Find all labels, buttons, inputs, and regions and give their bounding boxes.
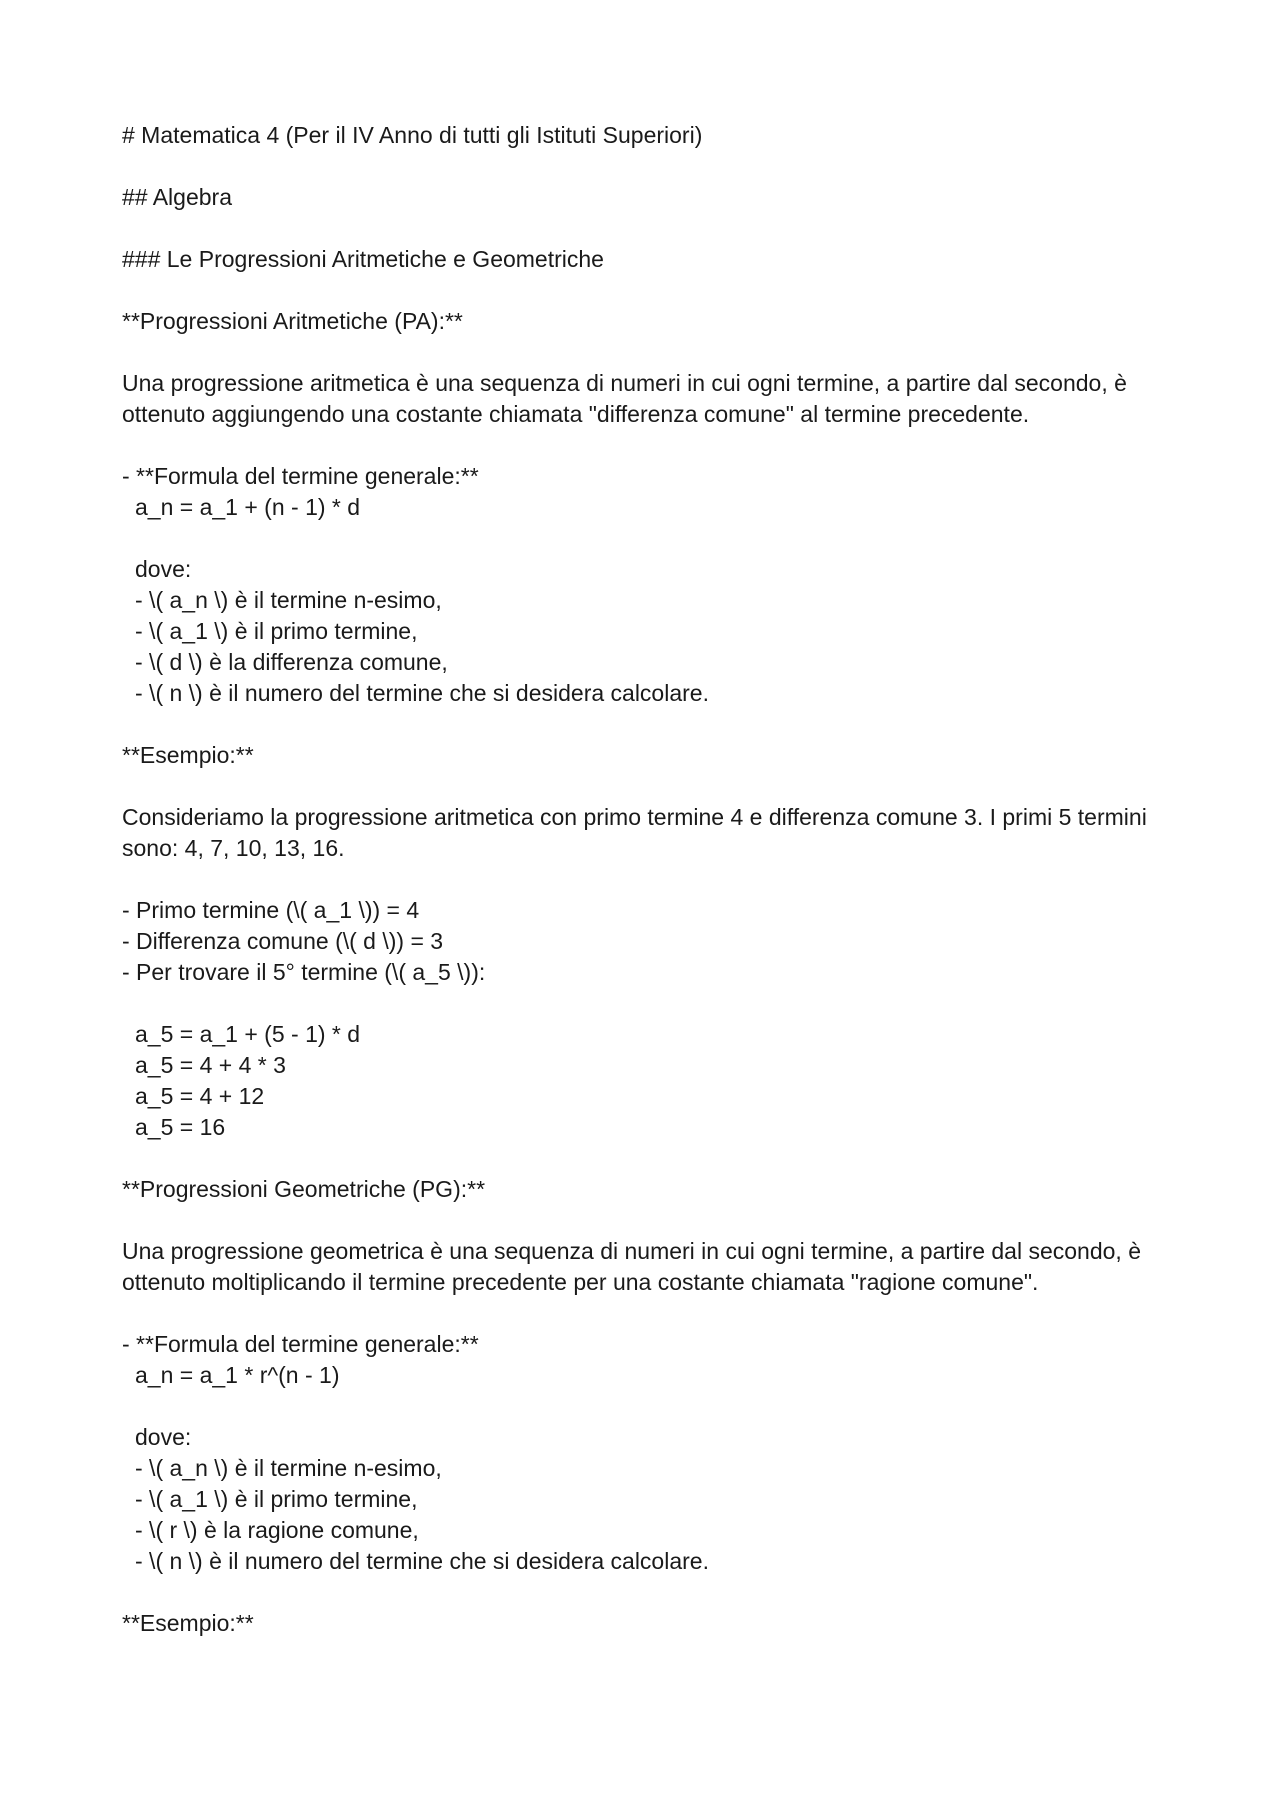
pa-calc-step: a_5 = 4 + 4 * 3 [135,1052,286,1078]
pa-example-paragraph: Consideriamo la progressione aritmetica con primo termine 4 e differenza comune 3. I primi 5 termini sono: 4, 7, 10, 13, 16. [122,804,1147,861]
pa-def-item: - \( a_1 \) è il primo termine, [135,618,418,644]
pa-formula: a_n = a_1 + (n - 1) * d [135,494,361,520]
pg-def-item: - \( r \) è la ragione comune, [135,1517,419,1543]
pa-example-item: - Primo termine (\( a_1 \)) = 4 [122,897,420,923]
pa-intro-paragraph: Una progressione aritmetica è una sequenza di numeri in cui ogni termine, a partire dal secondo, è ottenuto aggiungendo una costante chiamata "differenza comune" al termine precedente. [122,370,1127,427]
pa-heading: **Progressioni Aritmetiche (PA):** [122,308,463,334]
document-title: # Matematica 4 (Per il IV Anno di tutti gli Istituti Superiori) [122,122,703,148]
pa-example-item: - Differenza comune (\( d \)) = 3 [122,928,444,954]
pa-example-heading: **Esempio:** [122,742,254,768]
pg-def-item: - \( a_1 \) è il primo termine, [135,1486,418,1512]
pg-heading: **Progressioni Geometriche (PG):** [122,1176,486,1202]
pa-formula-label: - **Formula del termine generale:** [122,463,479,489]
subsection-heading-progressions: ### Le Progressioni Aritmetiche e Geometriche [122,246,604,272]
pa-def-item: - \( a_n \) è il termine n-esimo, [135,587,442,613]
pg-where-label: dove: [135,1424,192,1450]
pg-def-item: - \( n \) è il numero del termine che si desidera calcolare. [135,1548,709,1574]
pa-def-item: - \( n \) è il numero del termine che si desidera calcolare. [135,680,709,706]
pa-where-label: dove: [135,556,192,582]
pa-calc-step: a_5 = 16 [135,1114,226,1140]
pa-calc-step: a_5 = 4 + 12 [135,1083,265,1109]
pa-calc-step: a_5 = a_1 + (5 - 1) * d [135,1021,361,1047]
pa-example-item: - Per trovare il 5° termine (\( a_5 \)): [122,959,486,985]
pg-formula-label: - **Formula del termine generale:** [122,1331,479,1357]
pa-def-item: - \( d \) è la differenza comune, [135,649,448,675]
pg-formula: a_n = a_1 * r^(n - 1) [135,1362,340,1388]
pg-intro-paragraph: Una progressione geometrica è una sequenza di numeri in cui ogni termine, a partire dal secondo, è ottenuto moltiplicando il termine precedente per una costante chiamata "ragione comune". [122,1238,1141,1295]
pg-def-item: - \( a_n \) è il termine n-esimo, [135,1455,442,1481]
section-heading-algebra: ## Algebra [122,184,232,210]
pg-example-heading: **Esempio:** [122,1610,254,1636]
document-page [122,120,1172,1639]
